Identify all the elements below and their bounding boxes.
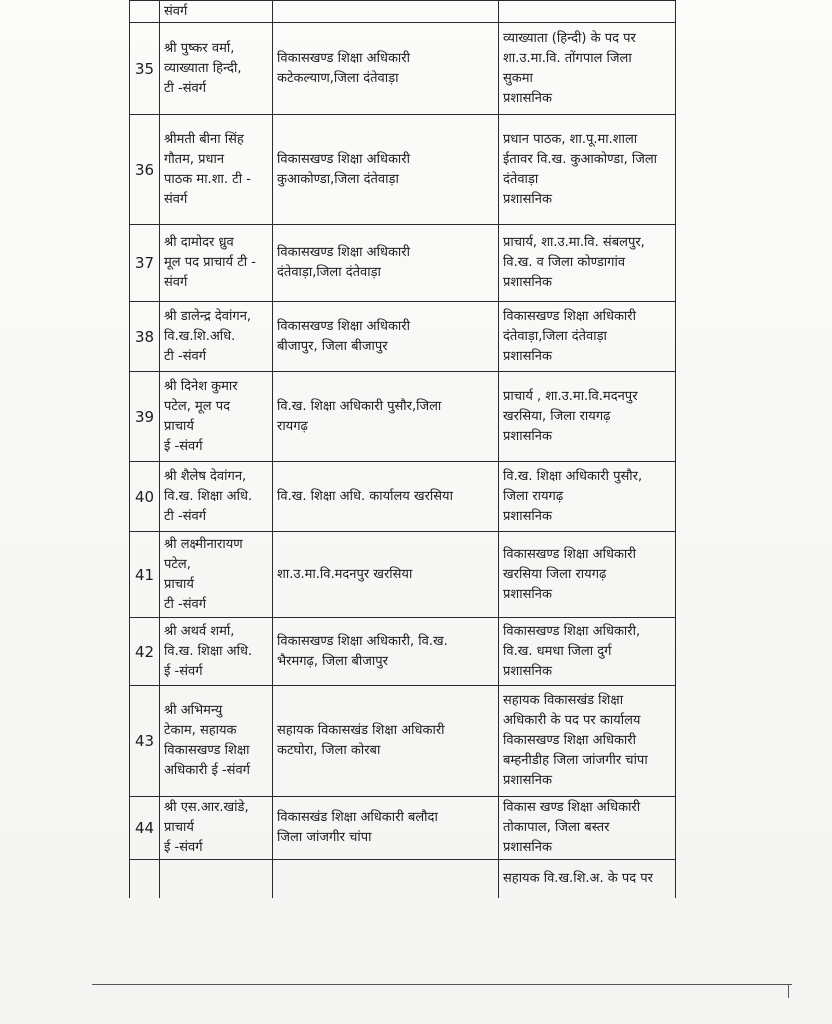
serial-number: 40 (130, 462, 160, 532)
name-line: प्राचार्य (164, 418, 194, 434)
table-row-top-fragment (130, 1, 676, 23)
name-line: संवर्ग (164, 3, 188, 19)
serial-number: 42 (130, 618, 160, 686)
current-post-line: विकासखण्ड शिक्षा अधिकारी (277, 318, 410, 334)
name-line: ई -संवर्ग (164, 840, 203, 855)
current-post-line: जिला जांजगीर चांपा (277, 830, 372, 845)
name-line: वि.ख. शिक्षा अधि. (164, 488, 253, 504)
current-post-line: कटेकल्याण,जिला दंतेवाड़ा (277, 70, 399, 86)
name-cell (160, 115, 273, 225)
new-post-line: व्याख्याता (हिन्दी) के पद पर (503, 30, 636, 46)
name-cell (160, 23, 273, 115)
name-line: पटेल, मूल पद (164, 398, 231, 414)
serial-number: 37 (130, 225, 160, 302)
name-line: ई -संवर्ग (164, 438, 203, 454)
current-post-line: वि.ख. शिक्षा अधिकारी पुसौर,जिला (277, 398, 442, 414)
name-line: टी -संवर्ग (164, 596, 207, 612)
current-post-cell (273, 797, 499, 860)
new-post-cell (499, 860, 676, 898)
new-post-cell (499, 532, 676, 618)
serial-number: 38 (130, 302, 160, 372)
new-post-line: तोकापाल, जिला बस्तर (503, 820, 610, 835)
name-cell (160, 1, 273, 23)
new-post-line: प्रशासनिक (503, 90, 552, 106)
new-post-line: प्रशासनिक (503, 348, 552, 364)
table-row (130, 225, 676, 302)
name-cell (160, 618, 273, 686)
new-post-cell (499, 462, 676, 532)
new-post-line: खरसिया जिला रायगढ़ (503, 566, 607, 582)
name-line: श्री दामोदर ध्रुव (164, 235, 234, 250)
name-line: पाठक मा.शा. टी - (164, 171, 251, 187)
name-line: टेकाम, सहायक (164, 723, 237, 738)
current-post-line: वि.ख. शिक्षा अधि. कार्यालय खरसिया (277, 488, 453, 504)
table-row (130, 532, 676, 618)
new-post-cell (499, 225, 676, 302)
current-post-line: विकासखण्ड शिक्षा अधिकारी (277, 50, 410, 66)
current-post-line: विकासखंड शिक्षा अधिकारी बलौदा (277, 810, 438, 825)
current-post-cell (273, 462, 499, 532)
name-line: मूल पद प्राचार्य टी - (164, 255, 256, 270)
new-post-line: शा.उ.मा.वि. तोंगपाल जिला (503, 50, 632, 66)
new-post-line: दंतेवाड़ा,जिला दंतेवाड़ा (503, 328, 607, 344)
name-line: श्री डालेन्द्र देवांगन, (164, 308, 252, 324)
new-post-line: प्रशासनिक (503, 773, 552, 788)
table-row (130, 686, 676, 797)
name-line: वि.ख. शिक्षा अधि. (164, 643, 253, 659)
current-post-line: विकासखण्ड शिक्षा अधिकारी (277, 245, 410, 260)
name-line: ई -संवर्ग (164, 663, 203, 679)
name-line: टी -संवर्ग (164, 508, 207, 524)
new-post-cell (499, 23, 676, 115)
current-post-cell (273, 225, 499, 302)
name-line: श्री अभिमन्यु (164, 703, 223, 718)
name-cell (160, 462, 273, 532)
current-post-cell (273, 302, 499, 372)
new-post-line: अधिकारी के पद पर कार्यालय (503, 713, 641, 728)
new-post-line: प्रशासनिक (503, 275, 552, 290)
new-post-line: विकास खण्ड शिक्षा अधिकारी (503, 800, 641, 815)
new-post-line: प्रशासनिक (503, 508, 552, 524)
new-post-line: विकासखण्ड शिक्षा अधिकारी (503, 733, 636, 748)
table-row (130, 115, 676, 225)
new-post-line: बम्हनीडीह जिला जांजगीर चांपा (503, 753, 648, 768)
name-cell (160, 686, 273, 797)
new-post-line: खरसिया, जिला रायगढ़ (503, 408, 611, 424)
serial-number: 44 (130, 797, 160, 860)
new-post-line: वि.ख. धमधा जिला दुर्ग (503, 643, 612, 659)
name-line: अधिकारी ई -संवर्ग (164, 763, 251, 778)
serial-number: 36 (130, 115, 160, 225)
name-line: श्रीमती बीना सिंह (164, 131, 244, 147)
current-post-line: कुआकोण्डा,जिला दंतेवाड़ा (277, 171, 399, 187)
name-line: संवर्ग (164, 275, 188, 290)
table-row (130, 23, 676, 115)
new-post-line: ईतावर वि.ख. कुआकोण्डा, जिला (503, 151, 658, 167)
new-post-line: विकासखण्ड शिक्षा अधिकारी, (503, 623, 641, 639)
current-post-cell (273, 372, 499, 462)
new-post-line: प्रधान पाठक, शा.पू.मा.शाला (503, 131, 638, 147)
table-row (130, 618, 676, 686)
current-post-line: विकासखण्ड शिक्षा अधिकारी, वि.ख. (277, 633, 448, 649)
new-post-line: सुकमा (503, 70, 533, 86)
name-line: संवर्ग (164, 191, 188, 207)
new-post-line: विकासखण्ड शिक्षा अधिकारी (503, 308, 636, 324)
transfer-order-table (129, 0, 676, 898)
new-post-line: विकासखण्ड शिक्षा अधिकारी (503, 546, 636, 562)
serial-number: 43 (130, 686, 160, 797)
name-line: श्री अथर्व शर्मा, (164, 623, 235, 639)
name-line: श्री शैलेष देवांगन, (164, 468, 247, 484)
name-line: श्री दिनेश कुमार (164, 378, 238, 394)
name-line: वि.ख.शि.अधि. (164, 328, 236, 344)
current-post-cell (273, 115, 499, 225)
new-post-line: वि.ख. शिक्षा अधिकारी पुसौर, (503, 468, 643, 484)
name-line: पटेल, (164, 556, 191, 572)
new-post-cell (499, 302, 676, 372)
current-post-line: सहायक विकासखंड शिक्षा अधिकारी (277, 723, 445, 738)
name-cell (160, 797, 273, 860)
name-line: प्राचार्य (164, 820, 194, 835)
table-row (130, 797, 676, 860)
new-post-line: प्रशासनिक (503, 663, 552, 679)
new-post-cell (499, 686, 676, 797)
name-cell (160, 372, 273, 462)
current-post-cell (273, 23, 499, 115)
serial-number: 41 (130, 532, 160, 618)
serial-number: 35 (130, 23, 160, 115)
current-post-cell (273, 618, 499, 686)
new-post-line: प्रशासनिक (503, 586, 552, 602)
table-row (130, 372, 676, 462)
name-line: टी -संवर्ग (164, 80, 207, 96)
current-post-cell (273, 532, 499, 618)
new-post-line: वि.ख. व जिला कोण्डागांव (503, 255, 626, 270)
footer-rule-tick (788, 984, 789, 998)
new-post-line: सहायक वि.ख.शि.अ. के पद पर (503, 870, 653, 886)
current-post-line: भैरमगढ़, जिला बीजापुर (277, 653, 388, 669)
new-post-cell (499, 618, 676, 686)
table-row (130, 302, 676, 372)
current-post-line: बीजापुर, जिला बीजापुर (277, 338, 388, 354)
new-post-line: प्राचार्य, शा.उ.मा.वि. संबलपुर, (503, 235, 645, 250)
current-post-line: दंतेवाड़ा,जिला दंतेवाड़ा (277, 265, 381, 280)
name-line: टी -संवर्ग (164, 348, 207, 364)
name-line: श्री एस.आर.खांडे, (164, 800, 249, 815)
table-row (130, 462, 676, 532)
new-post-line: सहायक विकासखंड शिक्षा (503, 693, 624, 708)
current-post-line: शा.उ.मा.वि.मदनपुर खरसिया (277, 566, 413, 582)
new-post-cell (499, 797, 676, 860)
name-line: प्राचार्य (164, 576, 194, 592)
current-post-line: रायगढ़ (277, 418, 308, 434)
new-post-line: दंतेवाड़ा (503, 171, 539, 187)
new-post-line: प्रशासनिक (503, 840, 552, 855)
new-post-cell (499, 372, 676, 462)
current-post-line: विकासखण्ड शिक्षा अधिकारी (277, 151, 410, 167)
new-post-line: जिला रायगढ़ (503, 488, 564, 504)
new-post-line: प्रशासनिक (503, 191, 552, 207)
name-line: व्याख्याता हिन्दी, (164, 60, 242, 76)
current-post-line: कटघोरा, जिला कोरबा (277, 743, 381, 758)
new-post-cell (499, 115, 676, 225)
name-line: गौतम, प्रधान (164, 151, 225, 167)
name-line: विकासखण्ड शिक्षा (164, 743, 250, 758)
footer-rule (92, 984, 792, 985)
current-post-cell (273, 686, 499, 797)
serial-number: 39 (130, 372, 160, 462)
name-line: श्री लक्ष्मीनारायण (164, 536, 243, 552)
new-post-line: प्राचार्य , शा.उ.मा.वि.मदनपुर (503, 388, 638, 404)
new-post-line: प्रशासनिक (503, 428, 552, 444)
name-line: श्री पुष्कर वर्मा, (164, 40, 235, 56)
table-row-partial (130, 860, 676, 898)
name-cell (160, 532, 273, 618)
name-cell (160, 225, 273, 302)
name-cell (160, 302, 273, 372)
